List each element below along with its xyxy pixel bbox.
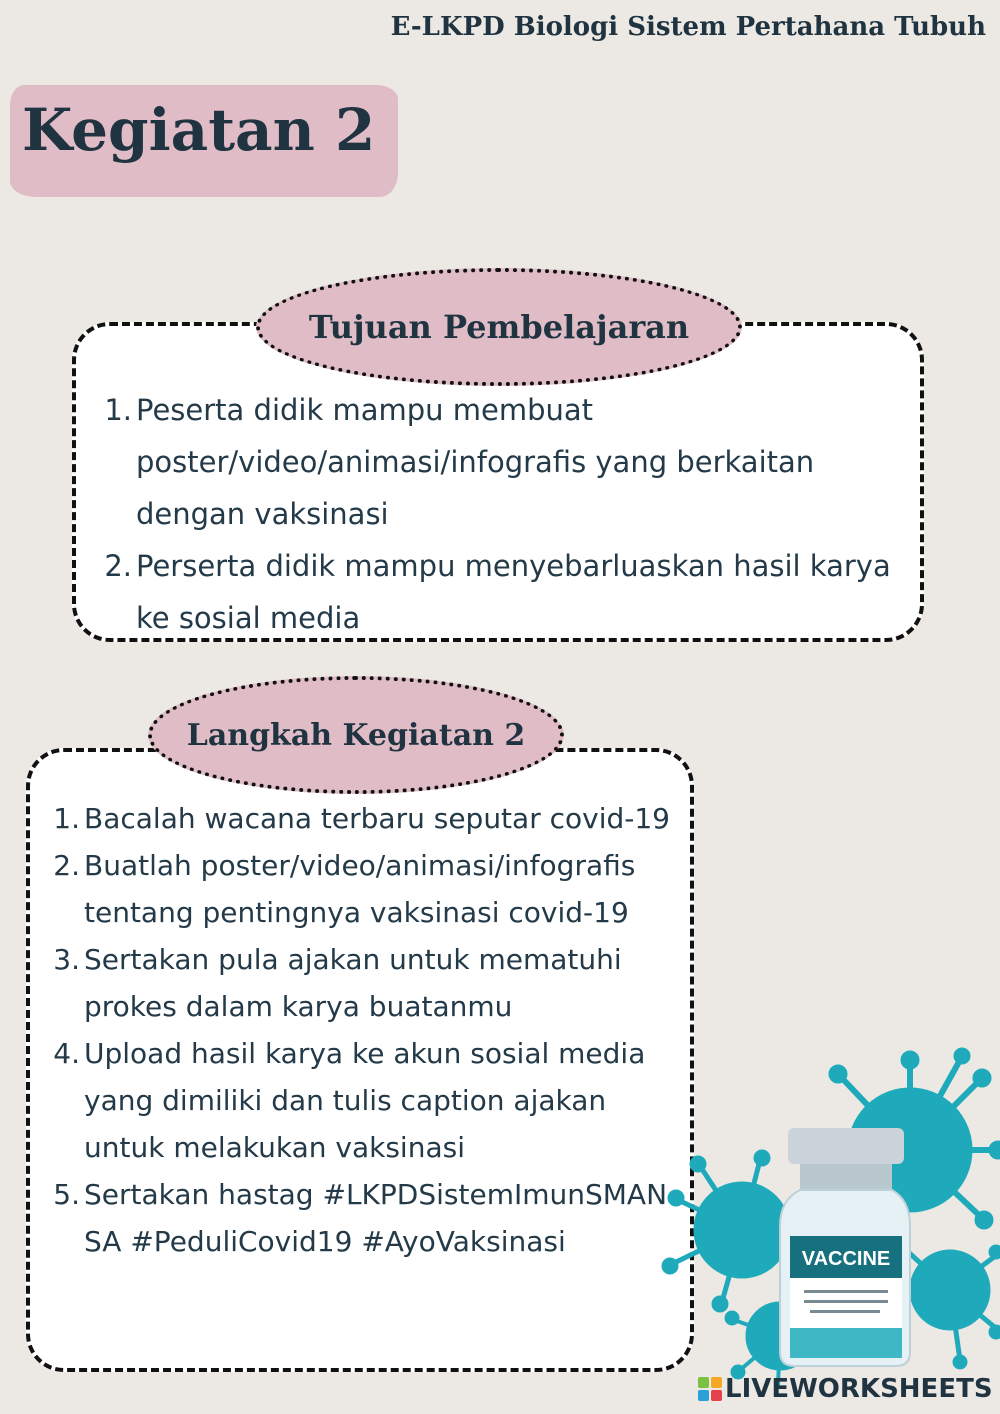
brand-text: LIVEWORKSHEETS: [725, 1374, 993, 1404]
step-number: 3.: [53, 943, 80, 976]
objective-number: 1.: [104, 393, 132, 427]
step-text: Sertakan pula ajakan untuk mematuhi prokes dalam karya buatanmu: [84, 943, 622, 1023]
objective-text: Perserta didik mampu menyebarluaskan hasil karya ke sosial media: [136, 549, 891, 635]
liveworksheets-brand: [698, 1374, 993, 1404]
objective-item: [100, 384, 910, 540]
steps-heading: Langkah Kegiatan 2: [148, 676, 564, 794]
step-text: Bacalah wacana terbaru seputar covid-19: [84, 802, 670, 835]
objective-text: Peserta didik mampu membuat poster/video/animasi/infografis yang berkaitan dengan vaksinasi: [136, 393, 815, 531]
step-text: Sertakan hastag #LKPDSistemImunSMANSA #PeduliCovid19 #AyoVaksinasi: [84, 1178, 668, 1258]
step-text: Buatlah poster/video/animasi/infografis tentang pentingnya vaksinasi covid-19: [84, 849, 636, 929]
vial-label: VACCINE: [801, 1248, 891, 1270]
step-item: [48, 1171, 678, 1265]
step-item: [48, 1030, 678, 1171]
vaccine-virus-illustration: [660, 1040, 1000, 1390]
objectives-list: [100, 384, 910, 644]
steps-list: [48, 795, 678, 1265]
document-header-title: E-LKPD Biologi Sistem Pertahana Tubuh: [390, 12, 986, 42]
vaccine-vial-icon: [780, 1128, 910, 1366]
step-number: 2.: [53, 849, 80, 882]
step-item: [48, 936, 678, 1030]
step-text: Upload hasil karya ke akun sosial media yang dimiliki dan tulis caption ajakan untuk melakukan vaksinasi: [84, 1037, 646, 1164]
activity-title: Kegiatan 2: [22, 96, 376, 164]
liveworksheets-logo-icon: [698, 1377, 722, 1401]
objective-item: [100, 540, 910, 644]
step-number: 1.: [53, 802, 80, 835]
step-number: 4.: [53, 1037, 80, 1070]
step-item: [48, 842, 678, 936]
step-item: [48, 795, 678, 842]
step-number: 5.: [53, 1178, 80, 1211]
objectives-heading: Tujuan Pembelajaran: [256, 268, 742, 386]
objective-number: 2.: [104, 549, 132, 583]
